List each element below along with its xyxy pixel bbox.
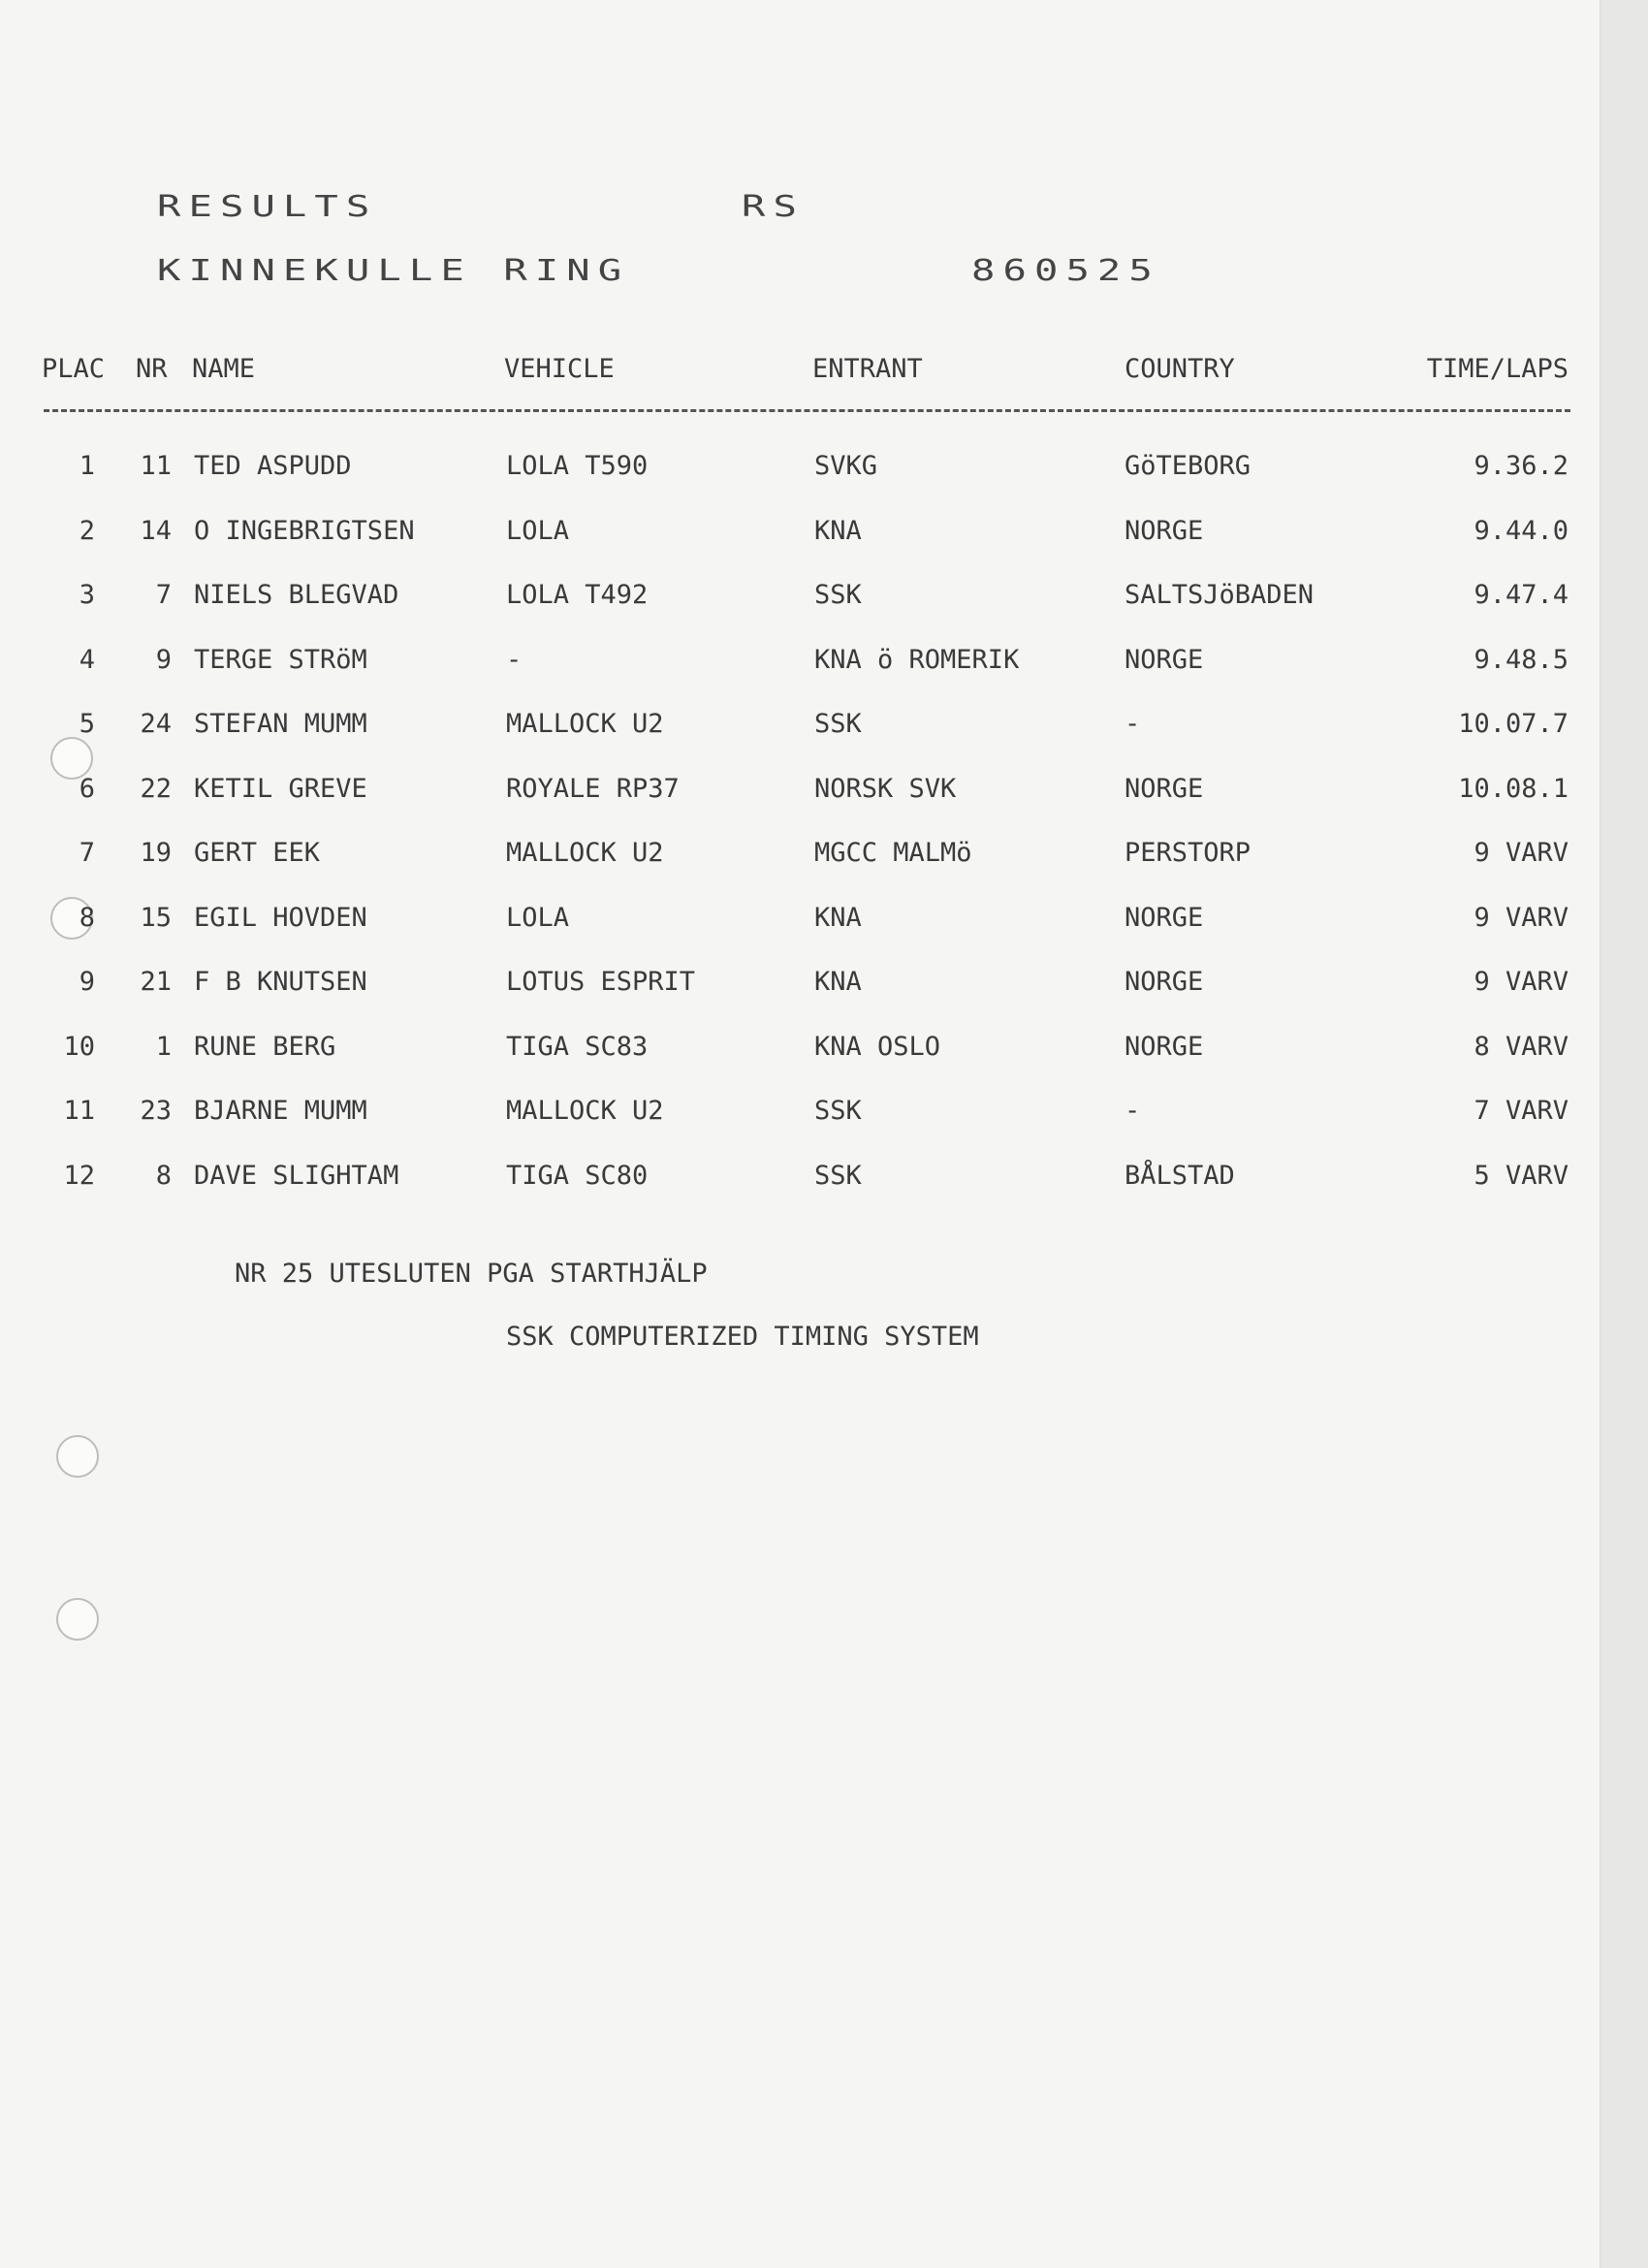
column-header-time-laps: TIME/LAPS <box>1426 354 1569 384</box>
track-name: KINNEKULLE RING <box>157 254 630 288</box>
column-header-nr: NR <box>136 354 168 384</box>
cell-nr: 22 <box>140 774 172 804</box>
dashed-divider <box>44 409 1570 412</box>
cell-vehicle: MALLOCK U2 <box>506 709 664 739</box>
cell-plac: 6 <box>79 774 95 804</box>
cell-name: STEFAN MUMM <box>194 709 367 739</box>
cell-entrant: MGCC MALMö <box>814 838 972 868</box>
cell-country: BÅLSTAD <box>1125 1161 1235 1191</box>
cell-vehicle: ROYALE RP37 <box>506 774 680 804</box>
cell-country: NORGE <box>1125 774 1204 804</box>
footnote: NR 25 UTESLUTEN PGA STARTHJÄLP <box>235 1259 708 1289</box>
cell-plac: 3 <box>79 580 95 610</box>
paper-edge <box>1600 0 1648 2268</box>
cell-vehicle: TIGA SC83 <box>506 1032 649 1062</box>
cell-plac: 8 <box>79 903 95 933</box>
cell-name: NIELS BLEGVAD <box>194 580 399 610</box>
cell-nr: 8 <box>155 1161 172 1191</box>
results-code: RS <box>742 190 805 224</box>
cell-name: DAVE SLIGHTAM <box>194 1161 399 1191</box>
punch-hole <box>56 1435 99 1478</box>
cell-entrant: KNA ö ROMERIK <box>814 645 1020 675</box>
cell-entrant: KNA OSLO <box>814 1032 941 1062</box>
punch-hole <box>56 1598 99 1641</box>
column-header-entrant: ENTRANT <box>812 354 923 384</box>
cell-entrant: KNA <box>814 903 862 933</box>
cell-name: TED ASPUDD <box>194 451 352 481</box>
cell-vehicle: LOLA <box>506 903 570 933</box>
cell-time-laps: 9.48.5 <box>1474 645 1569 675</box>
cell-vehicle: LOLA <box>506 516 570 546</box>
cell-name: F B KNUTSEN <box>194 967 367 997</box>
cell-entrant: SSK <box>814 1161 862 1191</box>
cell-country: - <box>1125 1096 1141 1126</box>
cell-country: NORGE <box>1125 516 1204 546</box>
cell-vehicle: - <box>506 645 523 675</box>
cell-time-laps: 10.08.1 <box>1458 774 1569 804</box>
cell-plac: 9 <box>79 967 95 997</box>
cell-nr: 9 <box>155 645 172 675</box>
column-header-vehicle: VEHICLE <box>504 354 615 384</box>
column-header-plac: PLAC <box>42 354 106 384</box>
cell-nr: 7 <box>155 580 172 610</box>
cell-country: NORGE <box>1125 1032 1204 1062</box>
cell-entrant: KNA <box>814 967 862 997</box>
cell-country: - <box>1125 709 1141 739</box>
cell-name: O INGEBRIGTSEN <box>194 516 415 546</box>
cell-time-laps: 8 VARV <box>1474 1032 1569 1062</box>
cell-nr: 23 <box>140 1096 172 1126</box>
cell-time-laps: 10.07.7 <box>1458 709 1569 739</box>
cell-nr: 15 <box>140 903 172 933</box>
cell-entrant: KNA <box>814 516 862 546</box>
cell-time-laps: 5 VARV <box>1474 1161 1569 1191</box>
cell-entrant: SSK <box>814 709 862 739</box>
cell-time-laps: 9.44.0 <box>1474 516 1569 546</box>
cell-name: KETIL GREVE <box>194 774 367 804</box>
cell-time-laps: 9 VARV <box>1474 967 1569 997</box>
cell-name: GERT EEK <box>194 838 321 868</box>
cell-plac: 10 <box>63 1032 95 1062</box>
cell-nr: 14 <box>140 516 172 546</box>
cell-entrant: SSK <box>814 580 862 610</box>
cell-country: PERSTORP <box>1125 838 1252 868</box>
cell-country: SALTSJöBADEN <box>1125 580 1315 610</box>
cell-vehicle: LOTUS ESPRIT <box>506 967 696 997</box>
cell-country: NORGE <box>1125 903 1204 933</box>
cell-entrant: SVKG <box>814 451 878 481</box>
cell-entrant: SSK <box>814 1096 862 1126</box>
cell-plac: 11 <box>63 1096 95 1126</box>
cell-name: EGIL HOVDEN <box>194 903 367 933</box>
cell-vehicle: TIGA SC80 <box>506 1161 649 1191</box>
cell-country: NORGE <box>1125 967 1204 997</box>
column-header-name: NAME <box>192 354 256 384</box>
cell-country: GöTEBORG <box>1125 451 1252 481</box>
cell-name: RUNE BERG <box>194 1032 336 1062</box>
cell-time-laps: 9.47.4 <box>1474 580 1569 610</box>
cell-vehicle: MALLOCK U2 <box>506 1096 664 1126</box>
cell-nr: 24 <box>140 709 172 739</box>
cell-name: BJARNE MUMM <box>194 1096 367 1126</box>
cell-vehicle: MALLOCK U2 <box>506 838 664 868</box>
cell-time-laps: 9 VARV <box>1474 838 1569 868</box>
cell-plac: 5 <box>79 709 95 739</box>
cell-vehicle: LOLA T590 <box>506 451 649 481</box>
results-title: RESULTS <box>157 190 378 224</box>
cell-plac: 12 <box>63 1161 95 1191</box>
cell-time-laps: 9 VARV <box>1474 903 1569 933</box>
cell-plac: 1 <box>79 451 95 481</box>
cell-plac: 2 <box>79 516 95 546</box>
cell-country: NORGE <box>1125 645 1204 675</box>
race-date: 860525 <box>971 254 1160 288</box>
cell-plac: 4 <box>79 645 95 675</box>
cell-name: TERGE STRöM <box>194 645 367 675</box>
cell-plac: 7 <box>79 838 95 868</box>
timing-system-note: SSK COMPUTERIZED TIMING SYSTEM <box>506 1322 979 1352</box>
column-header-country: COUNTRY <box>1125 354 1235 384</box>
cell-nr: 1 <box>155 1032 172 1062</box>
cell-time-laps: 7 VARV <box>1474 1096 1569 1126</box>
cell-vehicle: LOLA T492 <box>506 580 649 610</box>
cell-time-laps: 9.36.2 <box>1474 451 1569 481</box>
cell-nr: 11 <box>140 451 172 481</box>
cell-nr: 19 <box>140 838 172 868</box>
cell-nr: 21 <box>140 967 172 997</box>
cell-entrant: NORSK SVK <box>814 774 957 804</box>
